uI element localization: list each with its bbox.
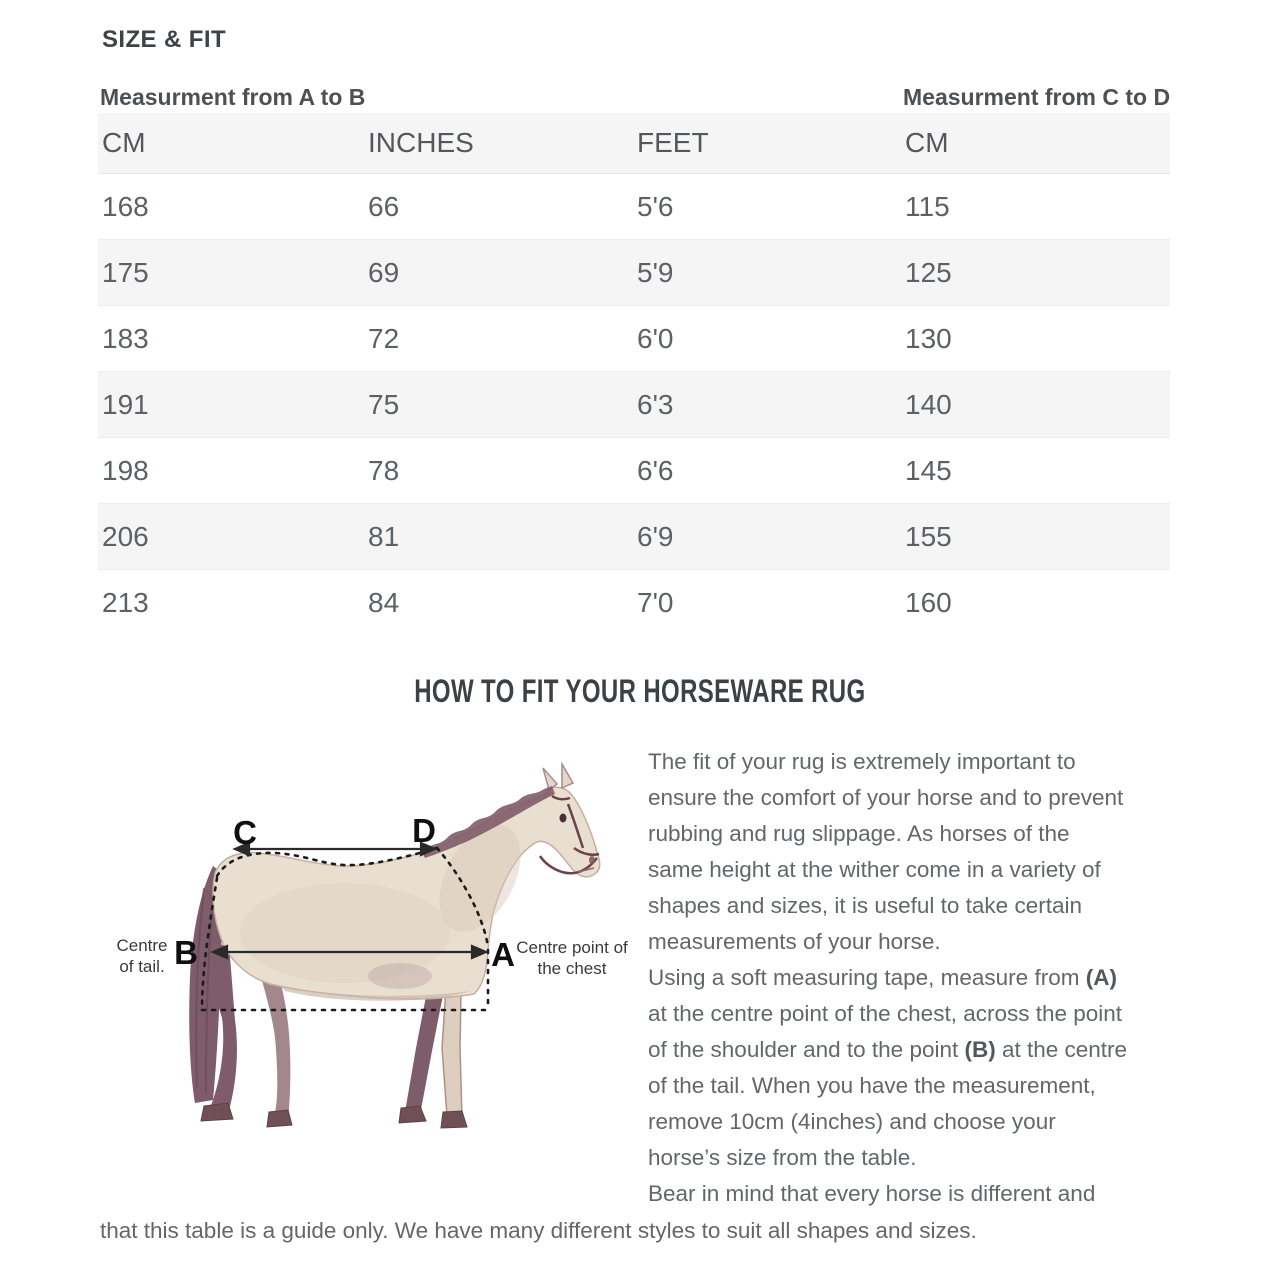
table-cell: 7'0 [637,586,674,618]
table-row [98,504,1170,570]
text-line [648,1032,1188,1068]
table-row [98,438,1170,504]
text-segment: of the tail. When you have the measurement, [648,1073,1096,1098]
text-segment: same height at the wither come in a variety of [648,857,1101,882]
table-row [98,306,1170,372]
text-segment: rubbing and rug slippage. As horses of the [648,821,1070,846]
table-cell: 191 [102,388,149,420]
horse-rear-far-leg [260,973,290,1120]
caption-centre-of-tail-line2: of tail. [119,957,165,976]
text-line [648,816,1188,852]
table-cell: 213 [102,586,149,618]
how-to-fit-heading-wrap [0,673,1280,710]
table-cell: 206 [102,520,149,552]
diagram-label-c: C [233,814,257,851]
horse-front-far-leg [405,986,444,1115]
table-cell: 175 [102,256,149,288]
text-line [648,888,1188,924]
table-cell: 66 [368,190,400,222]
text-segment: that this table is a guide only. We have many different styles to suit all shapes and sizes. [100,1218,977,1243]
horse-measurement-diagram [100,748,648,1218]
measurement-c-to-d-header: Measurment from C to D [903,84,1171,110]
size-table [98,113,1170,635]
text-line [100,1218,977,1243]
text-segment: horse’s size from the table. [648,1145,917,1170]
text-line [648,852,1188,888]
caption-centre-point-chest-line2: the chest [537,959,607,978]
text-line [648,996,1188,1032]
table-cell: 81 [368,520,400,552]
table-cell: 198 [102,454,149,486]
table-cell: 6'3 [637,388,674,420]
table-row [98,570,1170,635]
table-cell: 145 [905,454,952,486]
text-line [648,1104,1188,1140]
table-cell: 5'6 [637,190,674,222]
table-cell: 69 [368,256,400,288]
text-line [648,1176,1188,1212]
table-cell: 84 [368,586,400,618]
fit-instructions-text [648,744,1188,1212]
text-line [648,1068,1188,1104]
text-line [648,960,1188,996]
text-line [648,1140,1188,1176]
diagram-label-b: B [174,934,198,971]
text-line [648,744,1188,780]
diagram-label-a: A [491,936,515,973]
table-cell: 160 [905,586,952,618]
text-line [648,924,1188,960]
caption-centre-of-tail-line1: Centre [116,936,168,955]
text-segment: at the centre [995,1037,1128,1062]
table-cell: 6'0 [637,322,674,354]
table-cell: CM [102,127,146,158]
size-fit-heading: SIZE & FIT [102,26,226,53]
text-segment: ensure the comfort of your horse and to prevent [648,785,1124,810]
table-cell: 5'9 [637,256,674,288]
text-segment: Using a soft measuring tape, measure from [648,965,1086,990]
table-row [98,240,1170,306]
text-segment: measurements of your horse. [648,929,941,954]
table-cell: 183 [102,322,149,354]
text-segment: of the shoulder and to the point [648,1037,965,1062]
table-row [98,372,1170,438]
text-segment: remove 10cm (4inches) and choose your [648,1109,1056,1134]
table-cell: 155 [905,520,952,552]
horse-nostril [589,856,595,864]
horse-ear-right [562,764,573,788]
horse-eye [560,814,567,823]
bold-text-segment: (B) [964,1037,996,1062]
how-to-fit-heading: HOW TO FIT YOUR HORSEWARE RUG [414,673,866,709]
table-cell: 75 [368,388,400,420]
bold-text-segment: (A) [1085,965,1117,990]
caption-centre-point-chest-line1: Centre point of [516,938,628,957]
horse-shading-flank [368,963,432,989]
table-cell: 115 [905,190,950,222]
text-segment: The fit of your rug is extremely important to [648,749,1076,774]
table-header-row [98,113,1170,174]
text-segment: Bear in mind that every horse is different and [648,1181,1096,1206]
table-cell: CM [905,127,949,158]
table-cell: 72 [368,322,400,354]
table-cell: INCHES [368,127,474,158]
horse-diagram-svg [100,748,648,1218]
table-cell: 168 [102,190,149,222]
table-cell: 78 [368,454,400,486]
horse-front-near-leg [442,988,462,1118]
horse-hooves [201,1103,467,1128]
measurement-a-to-b-header: Measurment from A to B [100,84,366,110]
text-line [648,780,1188,816]
fit-instructions-fullwidth-line [100,1213,1220,1249]
table-cell: FEET [637,127,709,158]
table-row [98,174,1170,240]
table-cell: 125 [905,256,952,288]
text-segment: shapes and sizes, it is useful to take certain [648,893,1082,918]
table-cell: 6'6 [637,454,674,486]
table-cell: 140 [905,388,952,420]
table-cell: 6'9 [637,520,674,552]
diagram-label-d: D [412,812,436,849]
text-segment: at the centre point of the chest, across the point [648,1001,1123,1026]
table-cell: 130 [905,322,952,354]
